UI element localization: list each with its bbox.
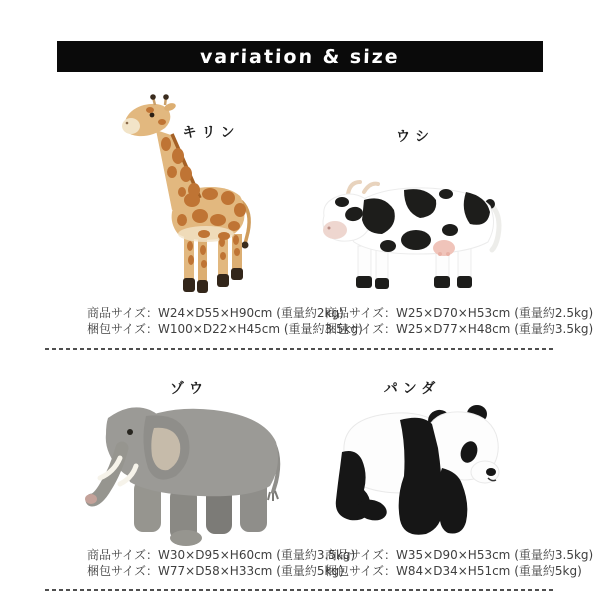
- package-size-text: 梱包サイズ：W77×D58×H33cm (重量約5kg): [87, 564, 344, 578]
- spec-block: [325, 305, 593, 337]
- spec-block: [87, 547, 355, 579]
- page-title: variation & size: [199, 45, 401, 68]
- product-name: ゾウ: [170, 381, 208, 397]
- package-size-text: 梱包サイズ：W84×D34×H51cm (重量約5kg): [325, 564, 582, 578]
- dashed-divider: [45, 348, 555, 350]
- product-size-text: 商品サイズ：W24×D55×H90cm (重量約2kg): [87, 306, 344, 320]
- cow-photo: [318, 170, 510, 296]
- spec-block: [325, 547, 593, 579]
- product-size-text: 商品サイズ：W30×D95×H60cm (重量約3.5kg): [87, 548, 356, 562]
- spec-block: [87, 305, 363, 337]
- product-name: パンダ: [383, 381, 441, 397]
- header-bar: [57, 41, 543, 72]
- package-size-text: 梱包サイズ：W100×D22×H45cm (重量約3.5kg): [87, 322, 363, 336]
- panda-photo: [328, 390, 510, 548]
- product-name: キリン: [182, 125, 240, 141]
- product-name: ウシ: [396, 129, 434, 145]
- elephant-photo: [82, 396, 286, 548]
- package-size-text: 梱包サイズ：W25×D77×H48cm (重量約3.5kg): [325, 322, 594, 336]
- product-size-text: 商品サイズ：W25×D70×H53cm (重量約2.5kg): [325, 306, 594, 320]
- dashed-divider: [45, 589, 555, 591]
- product-size-text: 商品サイズ：W35×D90×H53cm (重量約3.5kg): [325, 548, 594, 562]
